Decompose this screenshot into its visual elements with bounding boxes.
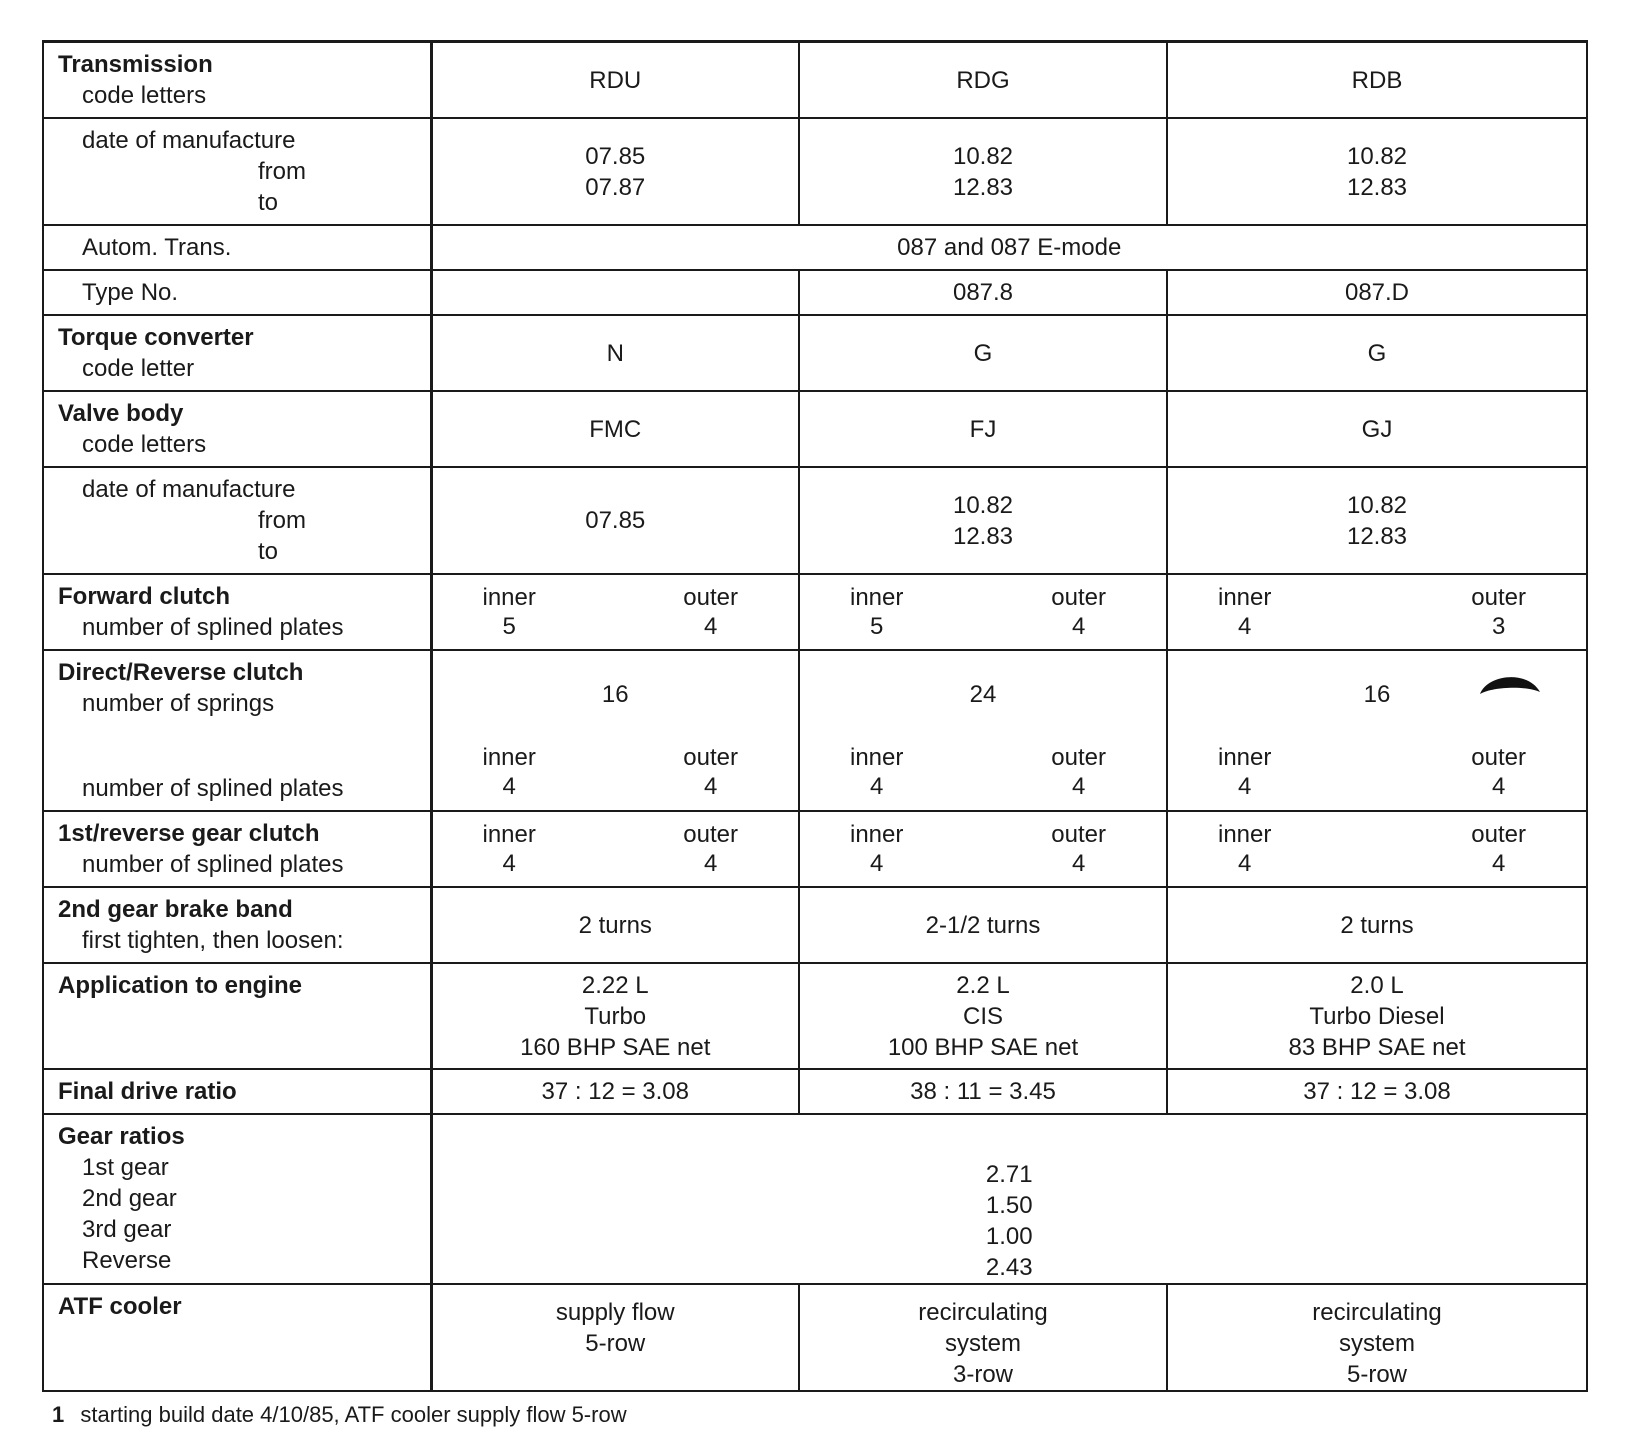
cell-type-rdu: [431, 270, 799, 315]
row-gear-ratios: [43, 1114, 1587, 1284]
row-valve-date: [43, 467, 1587, 574]
inner-label: inner: [482, 744, 536, 771]
atf-line-2: system: [1338, 1330, 1415, 1357]
row-first-reverse-clutch: [43, 811, 1587, 887]
label-code-letters: code letters: [82, 431, 207, 458]
row-transmission-date: [43, 118, 1587, 225]
cell-code-rdg: RDG: [799, 42, 1167, 119]
outer-value: 3: [1491, 613, 1506, 640]
inner-label: inner: [850, 821, 904, 848]
inner-value: 4: [1238, 850, 1252, 877]
label-gear-1: 1st gear: [82, 1154, 169, 1181]
outer-value: 4: [1071, 773, 1086, 800]
inner-label: inner: [1218, 584, 1272, 611]
engine-type: CIS: [962, 1003, 1003, 1030]
outer-label: outer: [1051, 821, 1106, 848]
outer-value: 4: [703, 850, 718, 877]
cell-type-rdg: 087.8: [799, 270, 1167, 315]
heading-torque-converter: Torque converter: [58, 324, 254, 351]
cell-first-rdu: [431, 811, 799, 887]
date-from: 10.82: [1346, 142, 1408, 170]
autom-trans-label: Autom. Trans.: [82, 234, 232, 261]
footnote-text: starting build date 4/10/85, ATF cooler supply flow 5-row: [80, 1402, 627, 1427]
inner-value: 4: [870, 773, 884, 800]
outer-label: outer: [1471, 744, 1526, 771]
heading-gear-ratios: Gear ratios: [58, 1123, 185, 1150]
date-to: 12.83: [952, 522, 1014, 550]
outer-value: 4: [703, 613, 718, 640]
cell-valve-rdu: FMC: [431, 391, 799, 467]
date-from: 10.82: [952, 142, 1014, 170]
date-from: 10.82: [1346, 491, 1408, 519]
heading-transmission: Transmission: [58, 51, 213, 78]
type-no-label: Type No.: [82, 279, 179, 306]
label-torque-converter: [43, 315, 431, 391]
row-direct-reverse-clutch: [43, 650, 1587, 811]
outer-label: outer: [1471, 821, 1526, 848]
cell-final-rdu: 37 : 12 = 3.08: [431, 1069, 799, 1114]
cell-valve-rdb: GJ: [1167, 391, 1587, 467]
date-to: 12.83: [1346, 173, 1408, 201]
engine-power: 100 BHP SAE net: [887, 1034, 1079, 1061]
cell-valve-date-rdb: [1167, 467, 1587, 574]
label-brake-band: [43, 887, 431, 963]
date-from: 10.82: [952, 491, 1014, 519]
cell-band-rdg: 2-1/2 turns: [799, 887, 1167, 963]
cell-band-rdu: 2 turns: [431, 887, 799, 963]
row-type-no: [43, 270, 1587, 315]
outer-label: outer: [683, 821, 738, 848]
label-splined-plates: number of splined plates: [82, 614, 344, 641]
cell-type-rdb: 087.D: [1167, 270, 1587, 315]
cell-torque-rdb: G: [1167, 315, 1587, 391]
label-autom-trans: [43, 225, 431, 270]
engine-power: 83 BHP SAE net: [1288, 1034, 1466, 1061]
label-to: to: [258, 189, 279, 216]
label-atf-cooler: [43, 1284, 431, 1391]
footnote-marker: 1: [52, 1402, 65, 1427]
cell-valve-date-rdu: [431, 467, 799, 574]
ink-blot-mark: [1478, 668, 1542, 698]
label-engine: [43, 963, 431, 1069]
heading-forward-clutch: Forward clutch: [58, 583, 231, 610]
gear-3-value: 1.00: [985, 1223, 1033, 1250]
outer-label: outer: [683, 744, 738, 771]
cell-date-rdb: [1167, 118, 1587, 225]
label-valve-body: [43, 391, 431, 467]
engine-size: 2.22 L: [581, 972, 649, 999]
atf-line-1: recirculating: [918, 1299, 1048, 1326]
label-date-of-manufacture: date of manufacture: [82, 127, 296, 154]
cell-atf-rdg: [799, 1284, 1167, 1391]
row-atf-cooler: [43, 1284, 1587, 1391]
outer-value: 4: [703, 773, 718, 800]
inner-label: inner: [1218, 821, 1272, 848]
date-to: 07.87: [585, 173, 646, 201]
cell-code-rdu: RDU: [431, 42, 799, 119]
gear-2-value: 1.50: [985, 1192, 1033, 1219]
label-splined-plates: number of splined plates: [82, 851, 344, 878]
outer-label: outer: [683, 584, 738, 611]
label-from: from: [258, 158, 306, 185]
row-forward-clutch: [43, 574, 1587, 650]
outer-value: 4: [1071, 850, 1086, 877]
cell-code-rdb: RDB: [1167, 42, 1587, 119]
inner-label: inner: [1218, 744, 1272, 771]
cell-date-rdu: [431, 118, 799, 225]
heading-brake-band: 2nd gear brake band: [58, 896, 293, 923]
outer-value: 4: [1491, 773, 1506, 800]
engine-size: 2.2 L: [956, 972, 1010, 999]
heading-direct-reverse-clutch: Direct/Reverse clutch: [58, 659, 304, 686]
inner-value: 4: [870, 850, 884, 877]
label-forward-clutch: [43, 574, 431, 650]
row-valve-code: [43, 391, 1587, 467]
engine-power: 160 BHP SAE net: [520, 1034, 711, 1061]
cell-engine-rdu: [431, 963, 799, 1069]
label-transmission: [43, 42, 431, 119]
date-from: 07.85: [585, 507, 646, 534]
gear-reverse-value: 2.43: [985, 1254, 1033, 1281]
engine-size: 2.0 L: [1350, 972, 1404, 999]
inner-label: inner: [482, 821, 536, 848]
cell-valve-date-rdg: [799, 467, 1167, 574]
cell-direct-rdu: [431, 650, 799, 811]
label-valve-date: [43, 467, 431, 574]
outer-value: 4: [1071, 613, 1086, 640]
label-date-of-manufacture: date of manufacture: [82, 476, 296, 503]
row-torque-converter: [43, 315, 1587, 391]
springs-value: 16: [601, 681, 629, 708]
cell-final-rdg: 38 : 11 = 3.45: [799, 1069, 1167, 1114]
label-type-no: [43, 270, 431, 315]
cell-first-rdg: [799, 811, 1167, 887]
row-brake-band: [43, 887, 1587, 963]
cell-forward-rdg: [799, 574, 1167, 650]
atf-line-1: recirculating: [1312, 1299, 1442, 1326]
cell-forward-rdu: [431, 574, 799, 650]
engine-type: Turbo: [584, 1003, 647, 1030]
cell-atf-rdu: [431, 1284, 799, 1391]
row-transmission-code: [43, 42, 1587, 119]
inner-label: inner: [482, 584, 536, 611]
label-final-drive: [43, 1069, 431, 1114]
outer-label: outer: [1051, 744, 1106, 771]
inner-value: 4: [502, 850, 516, 877]
springs-value: 16: [1363, 681, 1391, 708]
cell-final-rdb: 37 : 12 = 3.08: [1167, 1069, 1587, 1114]
date-to: 12.83: [952, 173, 1014, 201]
heading-valve-body: Valve body: [58, 400, 184, 427]
label-gear-reverse: Reverse: [82, 1247, 172, 1274]
gear-1-value: 2.71: [985, 1161, 1033, 1188]
cell-first-rdb: [1167, 811, 1587, 887]
heading-first-reverse-clutch: 1st/reverse gear clutch: [58, 820, 320, 847]
inner-value: 5: [870, 613, 884, 640]
cell-gear-ratios: [431, 1114, 1587, 1284]
label-number-of-springs: number of springs: [82, 690, 275, 717]
cell-torque-rdg: G: [799, 315, 1167, 391]
date-to: 12.83: [1346, 522, 1408, 550]
label-tighten-loosen: first tighten, then loosen:: [82, 927, 344, 954]
cell-engine-rdb: [1167, 963, 1587, 1069]
atf-line-1: supply flow: [555, 1299, 675, 1326]
label-direct-reverse-clutch: [43, 650, 431, 811]
atf-line-3: 3-row: [952, 1361, 1013, 1388]
atf-line-2: 5-row: [585, 1330, 646, 1357]
cell-autom-trans: 087 and 087 E-mode: [431, 225, 1587, 270]
cell-band-rdb: 2 turns: [1167, 887, 1587, 963]
label-first-reverse-clutch: [43, 811, 431, 887]
label-splined-plates: number of splined plates: [82, 775, 344, 802]
inner-label: inner: [850, 744, 904, 771]
inner-value: 4: [502, 773, 516, 800]
row-engine: [43, 963, 1587, 1069]
row-autom-trans: [43, 225, 1587, 270]
inner-value: 4: [1238, 773, 1252, 800]
atf-line-3: 5-row: [1346, 1361, 1407, 1388]
row-final-drive: [43, 1069, 1587, 1114]
label-code-letter: code letter: [82, 355, 195, 382]
outer-label: outer: [1051, 584, 1106, 611]
cell-date-rdg: [799, 118, 1167, 225]
label-to: to: [258, 538, 279, 565]
outer-label: outer: [1471, 584, 1526, 611]
label-gear-2: 2nd gear: [82, 1185, 177, 1212]
cell-direct-rdg: [799, 650, 1167, 811]
spec-table: [42, 40, 1588, 1392]
label-gear-ratios: [43, 1114, 431, 1284]
inner-label: inner: [850, 584, 904, 611]
cell-forward-rdb: [1167, 574, 1587, 650]
cell-atf-rdb: [1167, 1284, 1587, 1391]
heading-atf-cooler: ATF cooler: [58, 1293, 182, 1320]
inner-value: 4: [1238, 613, 1252, 640]
atf-line-2: system: [944, 1330, 1021, 1357]
label-gear-3: 3rd gear: [82, 1216, 172, 1243]
date-from: 07.85: [585, 142, 646, 170]
label-code-letters: code letters: [82, 82, 207, 109]
outer-value: 4: [1491, 850, 1506, 877]
footnote: [52, 1402, 627, 1428]
cell-torque-rdu: N: [431, 315, 799, 391]
inner-value: 5: [502, 613, 516, 640]
cell-engine-rdg: [799, 963, 1167, 1069]
cell-valve-rdg: FJ: [799, 391, 1167, 467]
label-transmission-date: [43, 118, 431, 225]
heading-final-drive: Final drive ratio: [58, 1078, 237, 1105]
label-from: from: [258, 507, 306, 534]
engine-type: Turbo Diesel: [1309, 1003, 1445, 1030]
springs-value: 24: [969, 681, 997, 708]
heading-engine: Application to engine: [58, 972, 302, 999]
